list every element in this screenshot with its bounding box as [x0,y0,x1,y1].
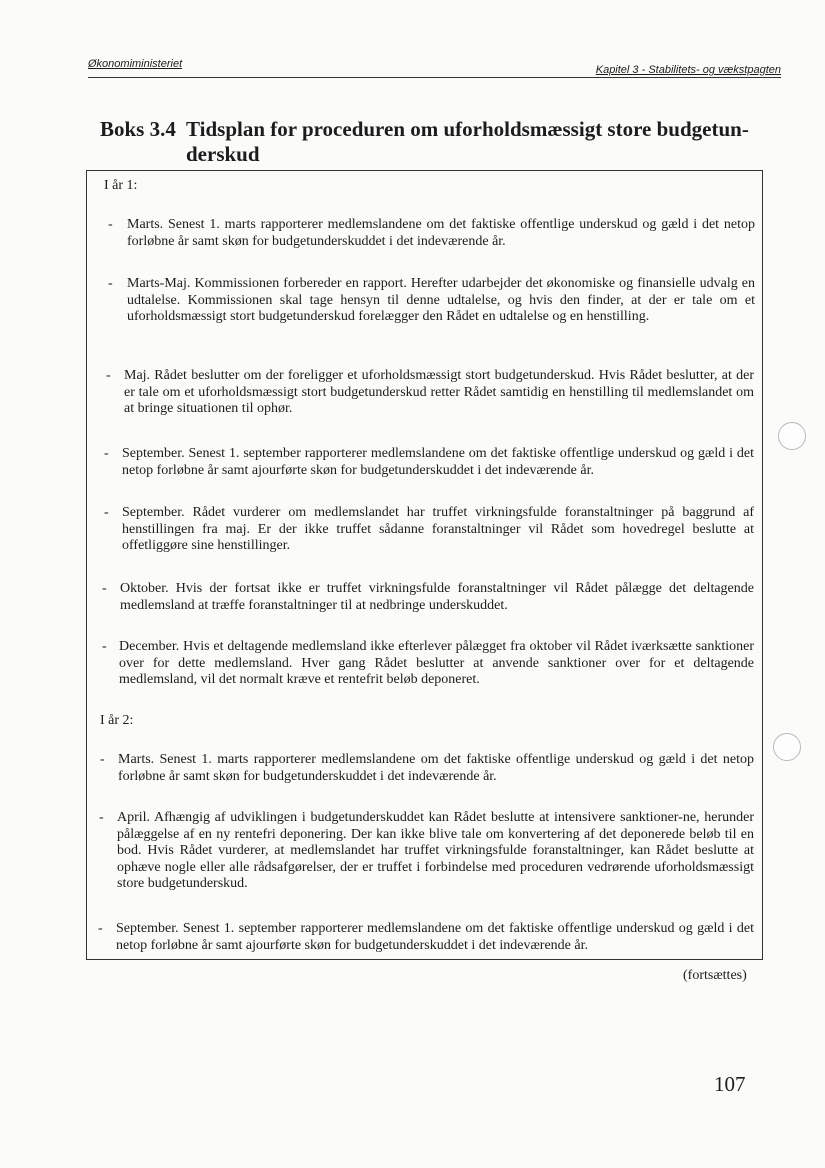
bullet-dash: - [106,368,111,383]
year-1-heading: I år 1: [104,178,138,193]
header-divider [88,77,781,78]
year-2-heading: I år 2: [100,713,134,728]
list-item: Marts. Senest 1. marts rapporterer medlemslandene om det faktiske offentlige underskud og gæld i det netop forløbne år samt skøn for budgetunderskuddet i det indeværende år. [118,752,754,784]
list-item: Maj. Rådet beslutter om der foreligger et uforholdsmæssigt stort budgetunderskud. Hvis Rådet beslutter, at der er tale om et uforholdsmæssigt stort budgetunderskud retter Rådet samtidig en henstilling til medlemslandet om at bringe situationen til ophør. [124,368,754,416]
bullet-dash: - [98,921,103,936]
punch-hole-top [778,422,806,450]
bullet-dash: - [100,752,105,767]
list-item: September. Senest 1. september rapporterer medlemslandene om det faktiske offentlige underskud og gæld i det netop forløbne år samt ajourførte skøn for budgetunderskuddet i det indeværende år. [122,446,754,478]
list-item: Marts. Senest 1. marts rapporterer medlemslandene om det faktiske offentlige underskud og gæld i det netop forløbne år samt skøn for budgetunderskuddet i det indeværende år. [127,217,755,249]
continued-note: (fortsættes) [683,968,747,983]
bullet-dash: - [104,505,109,520]
list-item: September. Rådet vurderer om medlemslandet har truffet virkningsfulde foranstaltninger på baggrund af henstillingen fra maj. Er der ikke truffet sådanne foranstaltninger vil Rådet som hovedregel beslutte at offetliggøre sine henstillinger. [122,505,754,553]
bullet-dash: - [108,276,113,291]
running-header-chapter: Kapitel 3 - Stabilitets- og vækstpagten [595,64,781,76]
box-title: Tidsplan for proceduren om uforholdsmæssigt store budgetun-derskud [186,117,749,166]
bullet-dash: - [104,446,109,461]
punch-hole-bottom [773,733,801,761]
bullet-dash: - [108,217,113,232]
bullet-dash: - [99,810,104,825]
page-number: 107 [714,1072,746,1096]
list-item: September. Senest 1. september rapporterer medlemslandene om det faktiske offentlige underskud og gæld i det netop forløbne år samt ajourførte skøn for budgetunderskuddet i det indeværende år. [116,921,754,953]
list-item: Oktober. Hvis der fortsat ikke er truffet virkningsfulde foranstaltninger vil Rådet pålægge det deltagende medlemsland at træffe foranstaltninger til at nedbringe underskuddet. [120,581,754,613]
bullet-dash: - [102,581,107,596]
box-number: Boks 3.4 [100,117,176,141]
running-header-ministry: Økonomiministeriet [88,58,183,70]
bullet-dash: - [102,639,107,654]
list-item: December. Hvis et deltagende medlemsland ikke efterlever pålægget fra oktober vil Rådet iværksætte sanktioner over for dette medlemsland. Hver gang Rådet beslutter at anvende sanktioner over for et deltagende medlemsland, vil det normalt kræve et rentefrit beløb deponeret. [119,639,754,687]
list-item: April. Afhængig af udviklingen i budgetunderskuddet kan Rådet beslutte at intensivere sanktioner-ne, herunder pålæggelse af en ny rentefri deponering. Der kan ikke blive tale om konvertering af det deponerede beløb til en bod. Hvis Rådet vurderer, at medlemslandet har truffet virkningsfulde foranstaltninger, kan Rådet beslutte at ophæve nogle eller alle rådsafgørelser, der er truffet i forbindelse med proceduren vedrørende uforholdsmæssigt store budgetunderskud. [117,810,754,891]
list-item: Marts-Maj. Kommissionen forbereder en rapport. Herefter udarbejder det økonomiske og finansielle udvalg en udtalelse. Kommissionen skal tage hensyn til denne udtalelse, og hvis den finder, at der er tale om et uforholdsmæssigt stort budgetunderskud forelægger den Rådet en udtalelse og en henstilling. [127,276,755,324]
